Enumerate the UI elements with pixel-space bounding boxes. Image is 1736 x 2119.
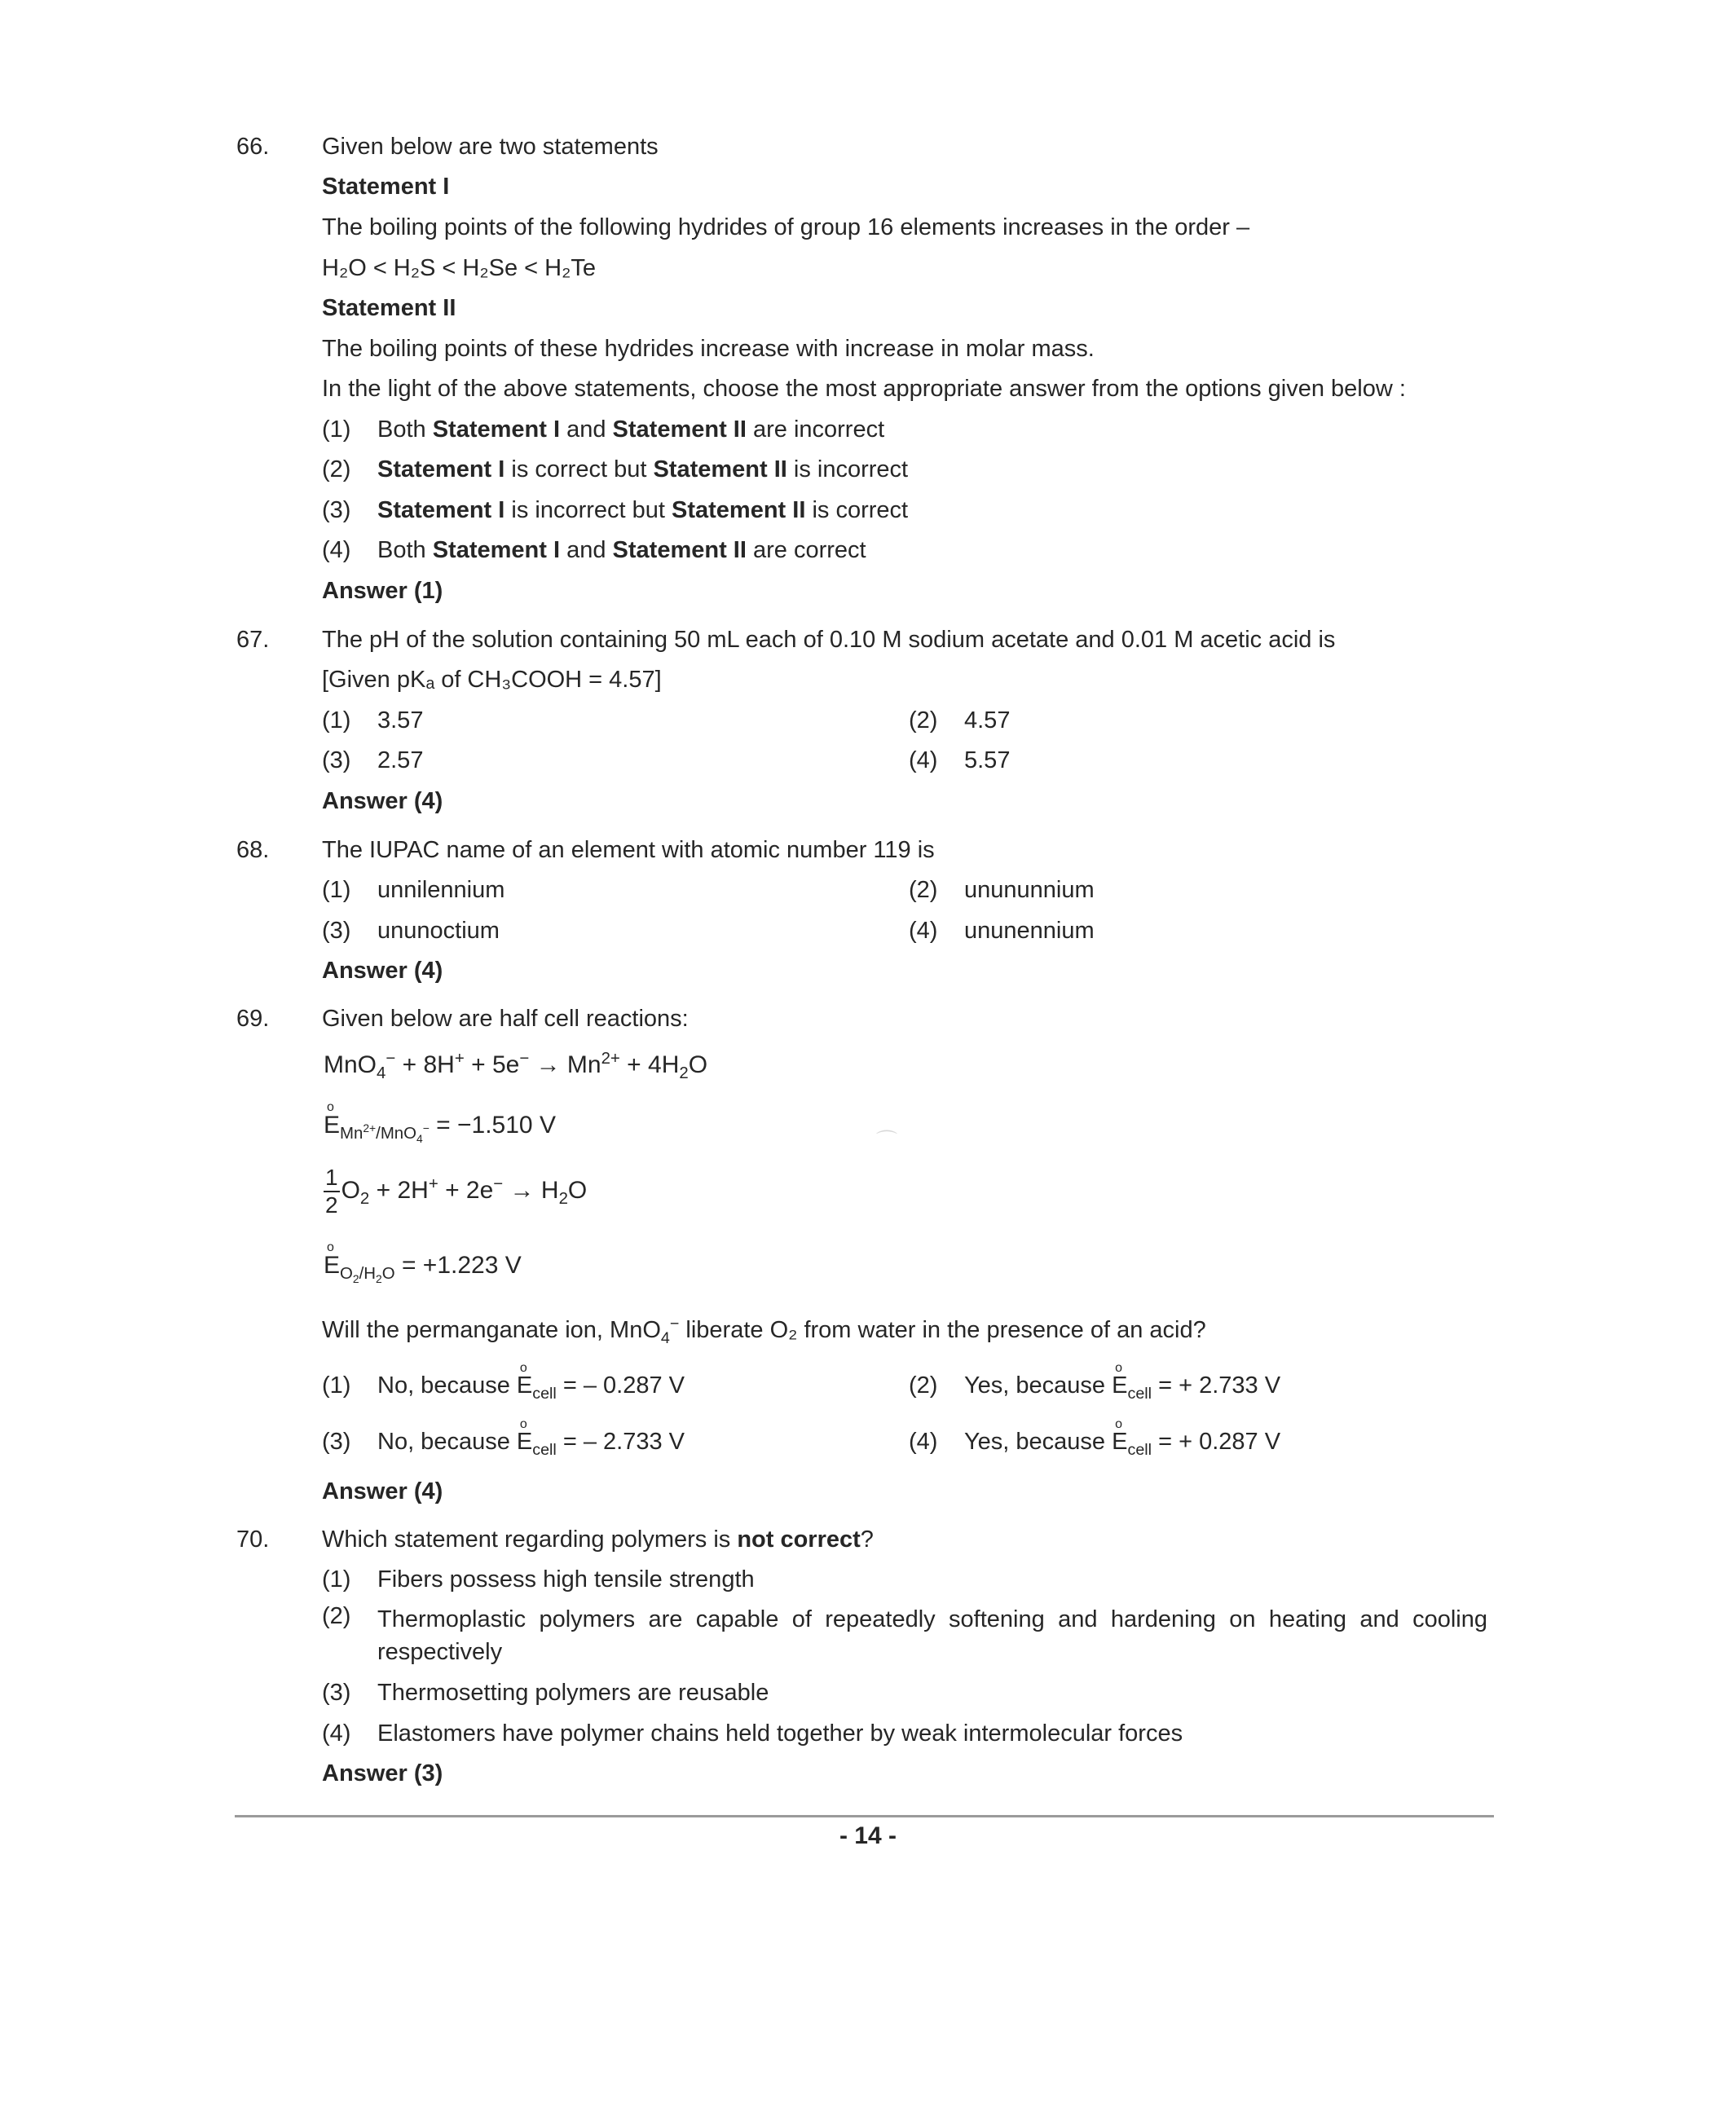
hydride-order: H₂O < H₂S < H₂Se < H₂Te [322, 255, 596, 281]
option-3: (3) No, because E o $_{cell}$ = – 2.733 V [322, 1417, 685, 1459]
standard-potential-2: E o $_{O_2/H_2O}$ = +1.223 V [324, 1240, 522, 1286]
standard-potential-1: E o $_{Mn^{2+}/MnO_4^-}$ = −1.510 V [324, 1100, 556, 1146]
option-4: (4) Both Statement I and Statement II are correct [322, 537, 866, 563]
option-1: (1) 3.57 [322, 707, 424, 734]
question-intro: Given below are two statements [322, 134, 659, 160]
answer: Answer (4) [322, 788, 443, 814]
option-2: (2) unununnium [909, 877, 1095, 903]
question-number: 67. [236, 627, 270, 653]
option-4: (4) Elastomers have polymer chains held together by weak intermolecular forces [322, 1720, 1183, 1747]
question-text: Which statement regarding polymers is not correct? [322, 1526, 874, 1553]
page-number: - 14 - [839, 1822, 897, 1849]
statement-2-heading: Statement II [322, 295, 456, 321]
half-reaction-1: $MnO_4^- + 8H^+ + 5e^- \to Mn^{2+} + 4H_2O$ [324, 1050, 708, 1082]
instruction: In the light of the above statements, choose the most appropriate answer from the options given below : [322, 376, 1406, 402]
option-1: (1) Fibers possess high tensile strength [322, 1566, 755, 1593]
question-number: 70. [236, 1526, 270, 1553]
answer: Answer (1) [322, 578, 443, 604]
question-number: 68. [236, 837, 270, 863]
question-prompt: Will the permanganate ion, MnO$_4$− liberate O₂ from water in the presence of an acid? [322, 1315, 1206, 1347]
option-2: (2) Statement I is correct but Statement II is incorrect [322, 456, 909, 482]
option-4: (4) ununennium [909, 918, 1095, 944]
answer: Answer (4) [322, 1478, 443, 1504]
option-1: (1) unnilennium [322, 877, 505, 903]
statement-1-text: The boiling points of the following hydrides of group 16 elements increases in the order – [322, 214, 1250, 240]
option-4: (4) 5.57 [909, 747, 1011, 773]
question-text: Given below are half cell reactions: [322, 1006, 689, 1032]
footer-rule [235, 1815, 1494, 1817]
question-number: 66. [236, 134, 270, 160]
option-4: (4) Yes, because E o $_{cell}$ = + 0.287 V [909, 1417, 1281, 1459]
half-reaction-2: $\frac{1}{2}$ $O_2 + 2H^+ + 2e^- \to H_2O$ [325, 1165, 588, 1218]
option-2: (2) 4.57 [909, 707, 1011, 734]
option-1: (1) Both Statement I and Statement II are incorrect [322, 416, 885, 443]
answer: Answer (4) [322, 958, 443, 984]
option-1: (1) No, because E o $_{cell}$ = – 0.287 V [322, 1361, 685, 1403]
question-text: The IUPAC name of an element with atomic number 119 is [322, 837, 935, 863]
given-data: [Given pKₐ of CH₃COOH = 4.57] [322, 667, 662, 693]
answer: Answer (3) [322, 1760, 443, 1786]
statement-1-heading: Statement I [322, 174, 450, 200]
question-number: 69. [236, 1006, 270, 1032]
question-text: The pH of the solution containing 50 mL each of 0.10 M sodium acetate and 0.01 M acetic acid is [322, 627, 1336, 653]
option-2: (2) Yes, because E o $_{cell}$ = + 2.733 V [909, 1361, 1281, 1403]
scan-mark: ⌒ [876, 1129, 898, 1153]
option-3: (3) Thermosetting polymers are reusable [322, 1680, 769, 1706]
statement-2-text: The boiling points of these hydrides increase with increase in molar mass. [322, 336, 1095, 362]
option-3: (3) Statement I is incorrect but Statement II is correct [322, 497, 909, 523]
option-3: (3) ununoctium [322, 918, 500, 944]
option-3: (3) 2.57 [322, 747, 424, 773]
exam-page: 66. Given below are two statements Statement I The boiling points of the following hydrides of group 16 elements increases in the order – H₂O < H₂S < H₂Se < H₂Te Statement II The boiling points of these hydrides increase with increase in molar mass. In the light of the above statements, choose the most appropriate answer from the options given below : (1) Both Statement I and Statement II are incorrect (2) Statement I is correct but Statement II is incorrect (3) Statement I is incorrect but Statement II is correct (4) Both Statement I and Statement II are correct Answer (1) 67. The pH of the solution containing 50 mL each of 0.10 M sodium acetate and 0.01 M acetic acid is [Given pKₐ of CH₃COOH = 4.57] (1) 3.57 (2) 4.57 (3) 2.57 (4) 5.57 Answer (4) 68. The IUPAC name of an element with atomic number 119 is (1) unnilennium (2) unununnium (3) ununoctium (4) ununennium Answer (4) 69. Given below are half cell reactions: $MnO_4^- + 8H^+ + 5e^- \to Mn^{2+} + 4H_2O$ E o $_{Mn^{2+}/MnO_4^-}$ = −1.510 V $\frac{1}{2}$ $O_2 + 2H^+ + 2e^- \to H_2O$ E o $_{O_2/H_2O}$ = +1.223 V Will the permanganate ion, MnO$_4$− liberate O₂ from water in the presence of an acid? (1) No, because E o $_{cell}$ = – 0.287 V (2) Yes, because E o $_{cell}$ = + 2.733 V (3) No, because E o $_{cell}$ = – 2.733 V (4) Yes, because E o $_{cell}$ = + 0.287 V Answer (4) 70. Which statement regarding polymers is not correct? (1) Fibers possess high tensile strength (2) Thermoplastic polymers are capable of repeatedly softening and hardening on heating and cooling respectively (3) Thermosetting polymers are reusable (4) Elastomers have polymer chains held together by weak intermolecular forces Answer (3) ⌒ - 14 - [0, 0, 1736, 2119]
